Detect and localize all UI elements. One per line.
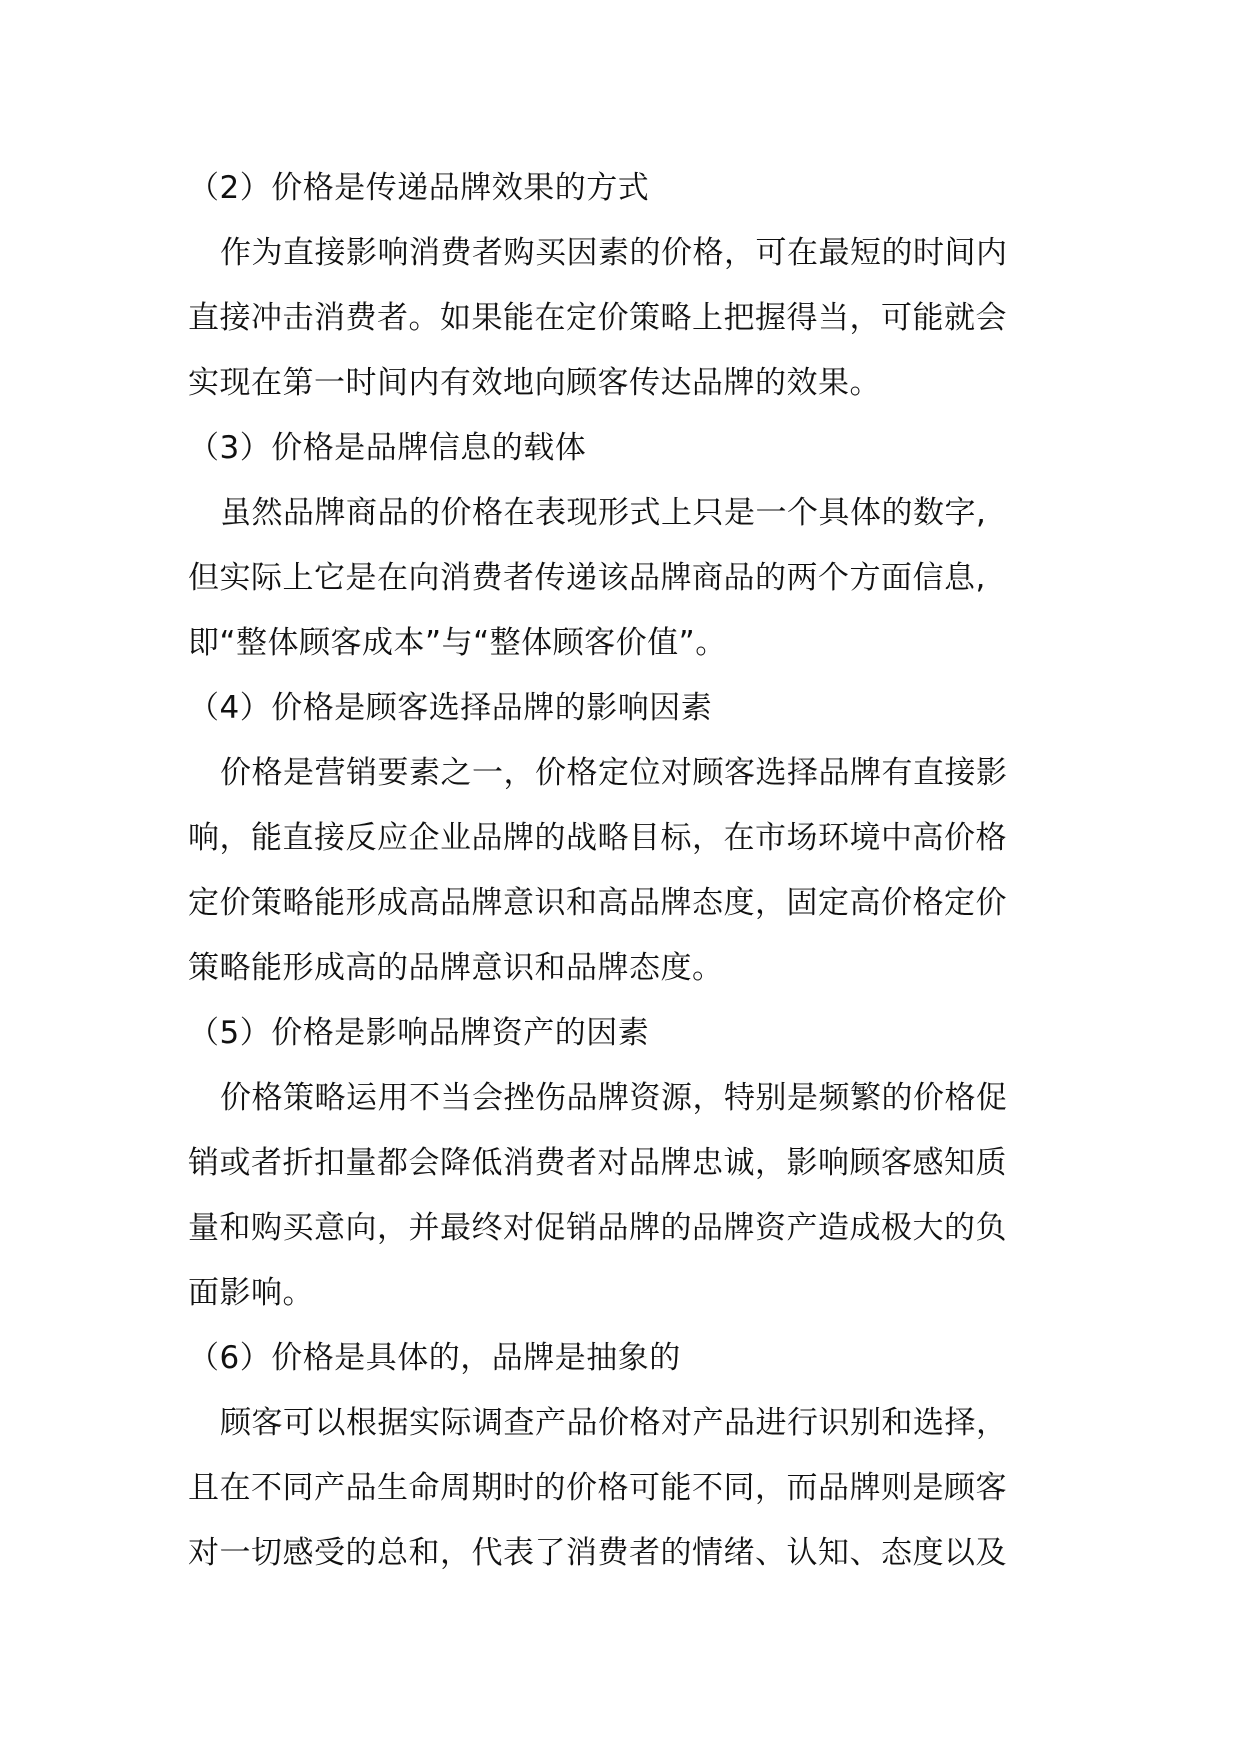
paragraph-line: 面影响。 — [188, 1275, 314, 1311]
paragraph-line: 实现在第一时间内有效地向顾客传达品牌的效果。 — [188, 365, 881, 401]
paragraph-line: 直接冲击消费者。如果能在定价策略上把握得当，可能就会 — [188, 300, 1007, 336]
heading-2: （2）价格是传递品牌效果的方式 — [188, 170, 650, 206]
paragraph-line: 但实际上它是在向消费者传递该品牌商品的两个方面信息, — [188, 560, 986, 596]
paragraph-line: 价格是营销要素之一，价格定位对顾客选择品牌有直接影 — [220, 755, 1008, 791]
paragraph-line: 对一切感受的总和，代表了消费者的情绪、认知、态度以及 — [188, 1535, 1007, 1571]
paragraph-line: 销或者折扣量都会降低消费者对品牌忠诚，影响顾客感知质 — [188, 1145, 1007, 1181]
heading-3: （3）价格是品牌信息的载体 — [188, 430, 587, 466]
paragraph-line: 虽然品牌商品的价格在表现形式上只是一个具体的数字, — [220, 495, 987, 531]
paragraph-line: 策略能形成高的品牌意识和品牌态度。 — [188, 950, 724, 986]
document-body — [188, 156, 1056, 1586]
paragraph-line: 价格策略运用不当会挫伤品牌资源，特别是频繁的价格促 — [220, 1080, 1008, 1116]
paragraph-line: 作为直接影响消费者购买因素的价格，可在最短的时间内 — [220, 235, 1008, 271]
paragraph-line: 定价策略能形成高品牌意识和高品牌态度，固定高价格定价 — [188, 885, 1007, 921]
paragraph-line: 量和购买意向，并最终对促销品牌的品牌资产造成极大的负 — [188, 1210, 1007, 1246]
paragraph-line: 即“整体顾客成本”与“整体顾客价值”。 — [188, 625, 727, 661]
paragraph-line: 顾客可以根据实际调查产品价格对产品进行识别和选择， — [220, 1405, 1008, 1441]
paragraph-line: 且在不同产品生命周期时的价格可能不同，而品牌则是顾客 — [188, 1470, 1007, 1506]
paragraph-line: 响，能直接反应企业品牌的战略目标，在市场环境中高价格 — [188, 820, 1007, 856]
heading-6: （6）价格是具体的，品牌是抽象的 — [188, 1340, 681, 1376]
heading-4: （4）价格是顾客选择品牌的影响因素 — [188, 690, 713, 726]
heading-5: （5）价格是影响品牌资产的因素 — [188, 1015, 650, 1051]
